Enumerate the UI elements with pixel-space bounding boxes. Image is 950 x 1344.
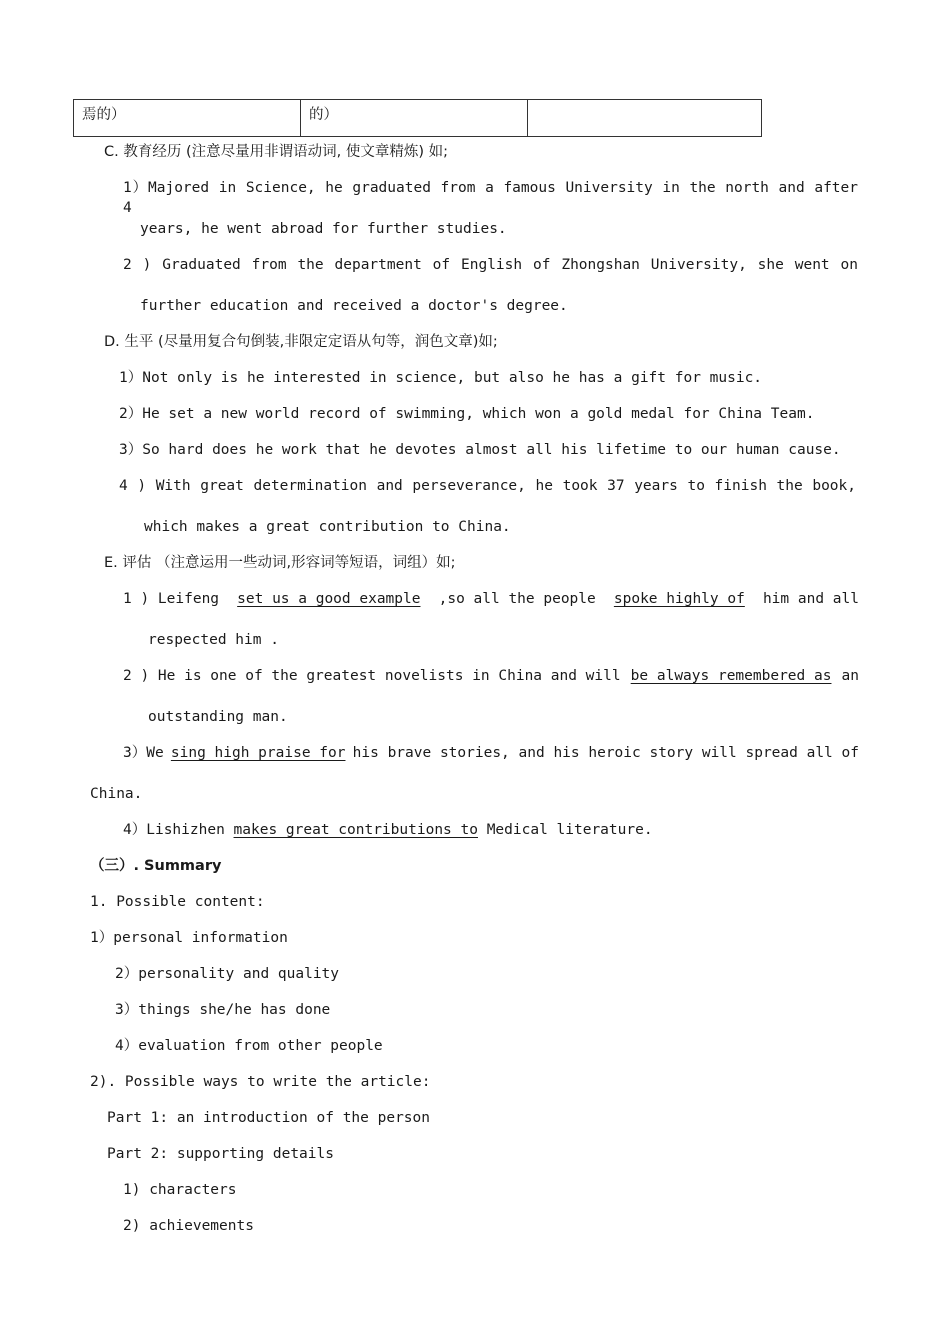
d3-line: 3）So hard does he work that he devotes almost all his lifetime to our human cause.	[119, 442, 841, 458]
c1-line-b: years, he went abroad for further studies.	[140, 221, 507, 237]
summary-item-1: 1. Possible content:	[90, 894, 265, 910]
c2-line-a: 2 ) Graduated from the department of English of Zhongshan University, she went on	[123, 257, 858, 273]
e2-line-b: outstanding man.	[148, 709, 288, 725]
e1-text-3: him and all	[762, 591, 859, 607]
e3-line-b: China.	[90, 786, 143, 802]
e1-phrase-spoke: spoke highly of	[613, 591, 745, 607]
d2-line: 2）He set a new world record of swimming, which won a gold medal for China Team.	[119, 406, 815, 422]
header-table	[73, 99, 762, 137]
c2-line-b: further education and received a doctor's degree.	[140, 298, 568, 314]
table-cell-2: 的）	[301, 100, 528, 137]
section-c-heading: C. 教育经历 (注意尽量用非谓语动词, 使文章精炼) 如;	[104, 144, 448, 160]
e2-phrase: be always remembered as	[630, 668, 832, 684]
e3-text-2: his brave stories, and his heroic story will spread all of	[352, 745, 859, 761]
table-cell-1: 焉的）	[74, 100, 301, 137]
part-2: Part 2: supporting details	[107, 1146, 334, 1162]
e2-text-1: 2 ) He is one of the greatest novelists in China and will	[123, 668, 621, 684]
e3-phrase: sing high praise for	[170, 745, 346, 761]
part-1: Part 1: an introduction of the person	[107, 1110, 431, 1126]
e3-text-1: 3）We	[123, 745, 164, 761]
e2-line-a	[123, 666, 859, 686]
section-e-heading: E. 评估 （注意运用一些动词,形容词等短语，词组）如;	[104, 555, 456, 571]
e2-text-2: an	[841, 668, 859, 684]
c1-line-a: 1）Majored in Science, he graduated from a famous University in the north and after 4	[123, 180, 858, 216]
e4-text-1: 4）Lishizhen	[123, 822, 234, 838]
summary-sub-2: 2）personality and quality	[115, 966, 340, 982]
d1-line: 1）Not only is he interested in science, but also he has a gift for music.	[119, 370, 763, 386]
table-row	[74, 100, 762, 137]
part-2-detail-1: 1) characters	[123, 1182, 237, 1198]
summary-sub-3: 3）things she/he has done	[115, 1002, 331, 1018]
summary-sub-4: 4）evaluation from other people	[115, 1038, 383, 1054]
table-cell-3	[528, 100, 762, 137]
summary-item-2: 2). Possible ways to write the article:	[90, 1074, 431, 1090]
e1-line-a	[123, 589, 859, 609]
e3-line-a	[123, 743, 859, 763]
e1-line-b: respected him .	[148, 632, 279, 648]
summary-sub-1: 1）personal information	[90, 930, 288, 946]
summary-heading: （三）. Summary	[90, 858, 222, 874]
e1-text-2: ,so all the people	[438, 591, 596, 607]
e1-text-1: 1 ) Leifeng	[123, 591, 220, 607]
e1-phrase-example: set us a good example	[237, 591, 421, 607]
e4-text-2: Medical literature.	[477, 822, 653, 838]
d4-line-b: which makes a great contribution to China.	[144, 519, 511, 535]
part-2-detail-2: 2) achievements	[123, 1218, 254, 1234]
e4-line	[123, 820, 653, 840]
e4-phrase: makes great contributions to	[233, 822, 478, 838]
section-d-heading: D. 生平 (尽量用复合句倒装,非限定定语从句等，润色文章)如;	[104, 334, 498, 350]
d4-line-a: 4 ) With great determination and perseverance, he took 37 years to finish the book,	[119, 478, 856, 494]
